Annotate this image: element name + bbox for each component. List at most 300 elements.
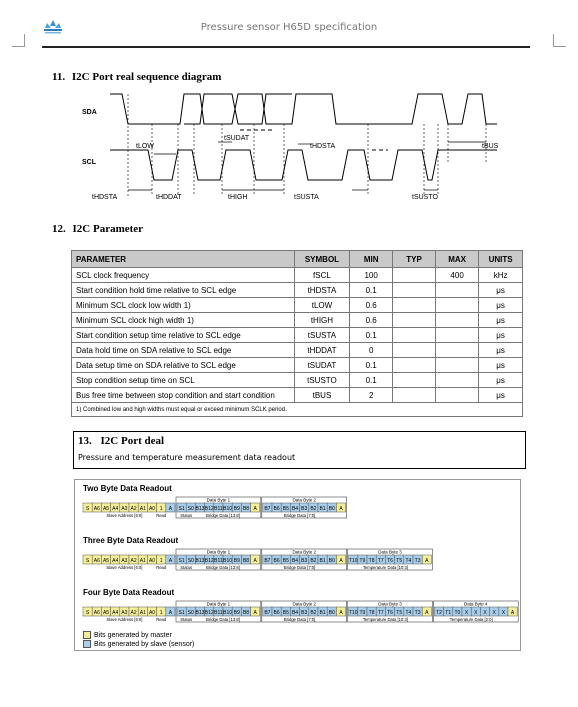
timing-diagram xyxy=(72,84,502,212)
bit-cell xyxy=(101,503,110,512)
min-cell: 2 xyxy=(350,388,393,403)
bit-cell xyxy=(241,503,250,512)
max-cell xyxy=(436,328,479,343)
bit-cell xyxy=(281,503,290,512)
bit-cell xyxy=(327,555,336,564)
min-cell: 0 xyxy=(350,343,393,358)
corner-mark-left xyxy=(12,34,25,47)
bit-cell xyxy=(129,607,138,616)
bit-cell xyxy=(232,607,241,616)
bit-label: B9 xyxy=(233,506,240,512)
parameter-cell: Data hold time on SDA relative to SCL edge xyxy=(72,343,295,358)
bridge-lo-label: Bridge Data [7:0] xyxy=(283,513,316,518)
data-byte-1-label: Data Byte 1 xyxy=(206,601,231,607)
bit-cell xyxy=(385,607,394,616)
bit-cell xyxy=(272,555,281,564)
bit-label: A2 xyxy=(130,506,137,512)
bit-label: B11 xyxy=(214,558,223,564)
typ-cell xyxy=(393,388,436,403)
symbol-cell: tBUS xyxy=(294,388,350,403)
bit-label: A2 xyxy=(130,558,137,564)
bit-cell xyxy=(251,555,260,564)
status-label: Status xyxy=(180,565,193,570)
thddat-label: tHDDAT xyxy=(156,194,182,201)
bit-label: B7 xyxy=(264,610,271,616)
bit-label: B3 xyxy=(301,558,308,564)
bit-label: A xyxy=(339,610,343,616)
table-row xyxy=(72,283,523,298)
bit-cell xyxy=(223,555,232,564)
bit-cell xyxy=(214,555,223,564)
units-cell: μs xyxy=(479,388,523,403)
slave-address-label: Slave Address [6:0] xyxy=(106,513,143,518)
data-byte-3-label: Data Byte 3 xyxy=(378,601,402,607)
table-row xyxy=(72,373,523,388)
bit-cell xyxy=(241,607,250,616)
bit-cell xyxy=(157,607,166,616)
i2c-parameter-table xyxy=(71,250,523,417)
bit-label: A1 xyxy=(139,558,146,564)
bit-label: A xyxy=(339,506,343,512)
max-cell: 400 xyxy=(436,268,479,283)
bit-label: A xyxy=(168,558,173,564)
max-cell xyxy=(436,358,479,373)
min-cell: 0.1 xyxy=(350,328,393,343)
bit-cell xyxy=(300,607,309,616)
col-header-max: MAX xyxy=(436,251,479,268)
bit-label: T4 xyxy=(405,610,412,616)
table-footnote: 1) Combined low and high widths must equal or exceed minimum SCLK period. xyxy=(72,403,523,417)
bit-label: B3 xyxy=(301,610,308,616)
units-cell: μs xyxy=(479,343,523,358)
min-cell: 100 xyxy=(350,268,393,283)
bit-cell xyxy=(147,503,156,512)
bit-cell xyxy=(385,555,394,564)
temp-hi-label: Temperature Data [10:3] xyxy=(362,565,408,570)
bit-cell xyxy=(186,607,195,616)
bit-cell xyxy=(223,607,232,616)
timing-arrows xyxy=(128,142,486,190)
bit-cell xyxy=(336,555,345,564)
bit-cell xyxy=(263,555,272,564)
legend-master-swatch xyxy=(83,631,91,639)
symbol-cell: fSCL xyxy=(294,268,350,283)
thdsta-label: tHDSTA xyxy=(92,194,118,201)
bit-label: T8 xyxy=(368,558,375,564)
bit-label: B8 xyxy=(242,610,250,616)
table-header-row xyxy=(72,251,523,268)
bit-label: B5 xyxy=(282,506,289,512)
bit-cell xyxy=(490,607,499,616)
bit-label: A0 xyxy=(148,610,156,616)
status-label: Status xyxy=(180,617,193,622)
bit-cell xyxy=(157,555,166,564)
scl-waveform xyxy=(110,150,497,180)
col-header-parameter: PARAMETER xyxy=(72,251,295,268)
bit-cell xyxy=(413,555,422,564)
table-body xyxy=(72,268,523,417)
bit-cell xyxy=(281,607,290,616)
data-byte-2-label: Data Byte 2 xyxy=(292,549,316,555)
section-11-title: I2C Port real sequence diagram xyxy=(71,71,222,83)
thigh-label: tHIGH xyxy=(228,194,248,201)
status-label: Status xyxy=(180,513,193,518)
bit-label: T7 xyxy=(377,610,384,616)
bit-label: A4 xyxy=(112,506,119,512)
bit-label: B8 xyxy=(242,558,250,564)
bit-cell xyxy=(214,607,223,616)
bit-cell xyxy=(422,555,431,564)
min-cell: 0.6 xyxy=(350,313,393,328)
read-label: Read xyxy=(156,565,167,570)
bit-label: X xyxy=(483,610,487,616)
bit-label: B10 xyxy=(223,506,233,512)
bit-cell xyxy=(111,555,120,564)
symbol-cell: tSUDAT xyxy=(294,358,350,373)
bit-label: S xyxy=(85,558,90,564)
tbus-label: tBUS xyxy=(482,143,499,150)
tsusto-label: tSUSTO xyxy=(412,194,438,201)
typ-cell xyxy=(393,343,436,358)
typ-cell xyxy=(393,298,436,313)
bit-cell xyxy=(318,503,327,512)
bridge-lo-label: Bridge Data [7:0] xyxy=(283,565,316,570)
bit-label: T5 xyxy=(396,558,403,564)
bit-cell xyxy=(290,607,299,616)
bit-label: A3 xyxy=(121,506,128,512)
bridge-hi-label: Bridge Data [13:8] xyxy=(206,513,240,518)
section-11-heading xyxy=(52,71,221,83)
bit-cell xyxy=(147,607,156,616)
bit-label: A5 xyxy=(102,558,110,564)
two-byte-readout-title: Two Byte Data Readout xyxy=(83,484,172,493)
max-cell xyxy=(436,388,479,403)
bit-cell xyxy=(205,607,214,616)
bit-label: S xyxy=(85,610,90,616)
bit-cell xyxy=(92,555,101,564)
section-13-box xyxy=(73,431,526,469)
data-byte-3-label: Data Byte 3 xyxy=(378,549,402,555)
section-12-title: I2C Parameter xyxy=(72,223,144,235)
bit-label: T2 xyxy=(436,610,442,616)
bit-label: B2 xyxy=(310,506,317,512)
bit-label: S1 xyxy=(178,610,185,616)
bit-cell xyxy=(336,503,345,512)
bit-label: B4 xyxy=(291,558,299,564)
symbol-cell: tSUSTO xyxy=(294,373,350,388)
data-byte-1-label: Data Byte 1 xyxy=(206,497,231,503)
bit-label: T6 xyxy=(387,558,393,564)
bit-label: A1 xyxy=(139,610,146,616)
bit-label: T7 xyxy=(377,558,384,564)
bit-cell xyxy=(251,607,260,616)
four-byte-frame xyxy=(83,598,513,628)
bit-cell xyxy=(92,503,101,512)
section-12-number: 12. xyxy=(52,223,66,235)
bit-label: B12 xyxy=(204,506,214,512)
min-cell: 0.6 xyxy=(350,298,393,313)
bit-cell xyxy=(177,503,186,512)
tsudat-label: tSUDAT xyxy=(224,135,250,142)
bit-cell xyxy=(318,607,327,616)
bit-cell xyxy=(300,503,309,512)
parameter-cell: SCL clock frequency xyxy=(72,268,295,283)
bit-cell xyxy=(395,607,404,616)
parameter-cell: Minimum SCL clock high width 1) xyxy=(72,313,295,328)
bit-cell xyxy=(281,555,290,564)
table-row xyxy=(72,328,523,343)
bit-label: B0 xyxy=(328,506,335,512)
bit-cell xyxy=(147,555,156,564)
bit-cell xyxy=(327,607,336,616)
bit-cell xyxy=(120,503,129,512)
bit-cell xyxy=(413,607,422,616)
bit-cell xyxy=(444,607,453,616)
bit-label: 1 xyxy=(159,610,163,616)
bit-label: B5 xyxy=(282,558,289,564)
bit-label: A xyxy=(168,506,173,512)
col-header-typ: TYP xyxy=(393,251,436,268)
two-byte-frame xyxy=(83,494,513,524)
bit-cell xyxy=(157,503,166,512)
data-byte-4-label: Data Byte 4 xyxy=(464,601,488,607)
typ-cell xyxy=(393,373,436,388)
units-cell: μs xyxy=(479,298,523,313)
bit-label: B10 xyxy=(223,558,233,564)
bit-label: A xyxy=(168,610,173,616)
tlow-label: tLOW xyxy=(136,143,154,150)
bit-label: T3 xyxy=(414,558,421,564)
bit-label: A xyxy=(253,610,257,616)
bit-label: A6 xyxy=(93,558,100,564)
header-rule xyxy=(42,46,530,48)
bit-label: 1 xyxy=(159,558,163,564)
data-readout-panel xyxy=(74,479,521,651)
bit-label: S xyxy=(85,506,90,512)
bit-label: A2 xyxy=(130,610,137,616)
bit-label: S1 xyxy=(178,506,185,512)
typ-cell xyxy=(393,313,436,328)
bit-cell xyxy=(129,503,138,512)
bit-label: B13 xyxy=(195,506,205,512)
bit-cell xyxy=(499,607,508,616)
min-cell: 0.1 xyxy=(350,283,393,298)
parameter-cell: Start condition setup time relative to SCL edge xyxy=(72,328,295,343)
bit-cell xyxy=(263,503,272,512)
parameter-cell: Bus free time between stop condition and start condition xyxy=(72,388,295,403)
bit-label: B1 xyxy=(319,558,326,564)
bit-cell xyxy=(309,503,318,512)
bit-cell xyxy=(195,607,204,616)
bit-cell xyxy=(120,555,129,564)
three-byte-readout-title: Three Byte Data Readout xyxy=(83,536,179,545)
corner-mark-right xyxy=(553,34,566,47)
bit-cell xyxy=(129,555,138,564)
units-cell: μs xyxy=(479,313,523,328)
bit-label: B12 xyxy=(204,558,214,564)
units-cell: μs xyxy=(479,328,523,343)
bit-cell xyxy=(272,503,281,512)
bit-cell xyxy=(101,555,110,564)
bridge-hi-label: Bridge Data [13:8] xyxy=(206,617,240,622)
col-header-units: UNITS xyxy=(479,251,523,268)
slave-address-label: Slave Address [6:0] xyxy=(106,565,143,570)
symbol-cell: tSUSTA xyxy=(294,328,350,343)
page-header-title: Pressure sensor H65D specification xyxy=(200,22,378,33)
section-13-heading xyxy=(78,435,164,447)
bit-cell xyxy=(166,503,175,512)
bit-cell xyxy=(290,503,299,512)
bit-label: B12 xyxy=(204,610,214,616)
bit-cell xyxy=(367,555,376,564)
bit-label: A6 xyxy=(93,610,100,616)
bit-cell xyxy=(376,555,385,564)
bit-cell xyxy=(214,503,223,512)
bit-cell xyxy=(422,607,431,616)
bit-cell xyxy=(111,503,120,512)
bit-cell xyxy=(453,607,462,616)
units-cell: μs xyxy=(479,283,523,298)
bit-cell xyxy=(404,555,413,564)
bit-label: B6 xyxy=(273,610,280,616)
bit-label: A xyxy=(425,610,429,616)
symbol-cell: tHDSTA xyxy=(294,283,350,298)
typ-cell xyxy=(393,328,436,343)
bit-cell xyxy=(376,607,385,616)
bit-label: A xyxy=(510,610,515,616)
min-cell: 0.1 xyxy=(350,358,393,373)
bit-label: B1 xyxy=(319,506,326,512)
bit-label: B13 xyxy=(195,610,205,616)
bit-cell xyxy=(462,607,471,616)
bit-cell xyxy=(83,607,92,616)
bit-label: B7 xyxy=(264,558,271,564)
bit-cell xyxy=(232,555,241,564)
bit-cell xyxy=(263,607,272,616)
data-byte-2-label: Data Byte 2 xyxy=(292,497,316,503)
table-row xyxy=(72,343,523,358)
bit-label: T3 xyxy=(414,610,421,616)
bit-cell xyxy=(327,503,336,512)
bit-label: T4 xyxy=(405,558,412,564)
bit-cell xyxy=(138,607,147,616)
col-header-min: MIN xyxy=(350,251,393,268)
bit-cell xyxy=(241,555,250,564)
bit-cell xyxy=(290,555,299,564)
bit-label: A4 xyxy=(112,558,119,564)
section-13-number: 13. xyxy=(78,435,92,447)
max-cell xyxy=(436,283,479,298)
bit-label: A xyxy=(253,506,257,512)
four-byte-readout-title: Four Byte Data Readout xyxy=(83,588,175,597)
bit-label: B3 xyxy=(301,506,308,512)
bit-cell xyxy=(205,503,214,512)
parameter-cell: Start condition hold time relative to SCL edge xyxy=(72,283,295,298)
bit-label: A6 xyxy=(93,506,100,512)
scl-label: SCL xyxy=(82,159,96,166)
bit-cell xyxy=(349,607,358,616)
bit-cell xyxy=(166,607,175,616)
bit-cell xyxy=(367,607,376,616)
bit-cell xyxy=(120,607,129,616)
bit-label: B1 xyxy=(319,610,326,616)
max-cell xyxy=(436,343,479,358)
section-12-heading xyxy=(52,223,143,235)
thdsta-top-label: tHDSTA xyxy=(310,143,336,150)
tsusta-label: tSUSTA xyxy=(294,194,319,201)
bit-cell xyxy=(272,607,281,616)
section-13-title: I2C Port deal xyxy=(100,435,165,447)
bit-label: T5 xyxy=(396,610,403,616)
bit-label: X xyxy=(501,610,506,616)
bit-label: T9 xyxy=(359,558,366,564)
table-row xyxy=(72,298,523,313)
max-cell xyxy=(436,373,479,388)
bit-cell xyxy=(223,503,232,512)
bit-label: A3 xyxy=(121,610,128,616)
bridge-hi-label: Bridge Data [13:8] xyxy=(206,565,240,570)
bit-label: X xyxy=(492,610,496,616)
bit-label: S0 xyxy=(187,506,194,512)
read-label: Read xyxy=(156,617,167,622)
bit-label: B6 xyxy=(273,506,280,512)
data-byte-1-label: Data Byte 1 xyxy=(206,549,231,555)
bit-label: S1 xyxy=(178,558,185,564)
bit-cell xyxy=(205,555,214,564)
table-row xyxy=(72,268,523,283)
legend-master-label: Bits generated by master xyxy=(94,631,172,639)
bit-label: B2 xyxy=(310,558,317,564)
bit-label: A0 xyxy=(148,558,156,564)
symbol-cell: tHIGH xyxy=(294,313,350,328)
bit-label: A4 xyxy=(112,610,119,616)
bit-cell xyxy=(434,607,443,616)
bit-label: A0 xyxy=(148,506,156,512)
bit-label: B6 xyxy=(273,558,280,564)
bit-cell xyxy=(186,555,195,564)
symbol-cell: tHDDAT xyxy=(294,343,350,358)
parameter-cell: Minimum SCL clock low width 1) xyxy=(72,298,295,313)
bit-label: A5 xyxy=(102,610,110,616)
table-row xyxy=(72,358,523,373)
bit-label: B9 xyxy=(233,558,240,564)
bit-label: B5 xyxy=(282,610,289,616)
bit-cell xyxy=(195,503,204,512)
read-label: Read xyxy=(156,513,167,518)
section-11-number: 11. xyxy=(52,71,66,83)
bit-cell xyxy=(195,555,204,564)
bit-cell xyxy=(83,503,92,512)
bit-label: X xyxy=(464,610,469,616)
bit-label: A xyxy=(339,558,343,564)
min-cell: 0.1 xyxy=(350,373,393,388)
bit-label: A xyxy=(253,558,257,564)
bit-label: B8 xyxy=(242,506,250,512)
bit-label: B9 xyxy=(233,610,240,616)
bit-cell xyxy=(101,607,110,616)
max-cell xyxy=(436,298,479,313)
typ-cell xyxy=(393,283,436,298)
temp-hi-label: Temperature Data [10:3] xyxy=(362,617,408,622)
sda-waveform xyxy=(110,94,497,124)
bit-label: X xyxy=(474,610,478,616)
bit-cell xyxy=(83,555,92,564)
bit-cell xyxy=(404,607,413,616)
bit-cell xyxy=(471,607,480,616)
bit-cell xyxy=(395,555,404,564)
max-cell xyxy=(436,313,479,328)
units-cell: kHz xyxy=(479,268,523,283)
